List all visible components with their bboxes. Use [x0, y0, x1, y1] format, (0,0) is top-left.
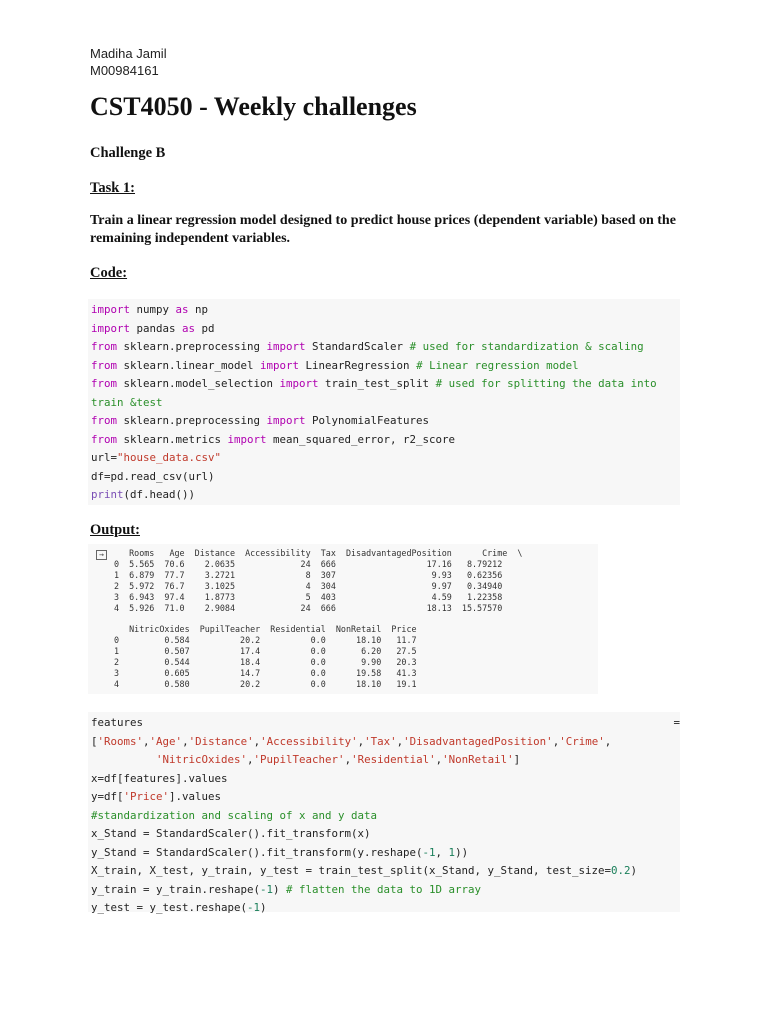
code-line — [91, 375, 680, 394]
code-text: ) — [273, 882, 287, 896]
code-line — [91, 449, 680, 468]
code-text: sklearn.preprocessing — [117, 340, 267, 353]
output-arrow-icon[interactable]: → — [96, 550, 107, 560]
code-string: 'Distance' — [188, 734, 254, 748]
code-line — [91, 412, 680, 431]
code-block-features — [88, 712, 680, 912]
code-line — [91, 357, 680, 376]
code-line — [91, 320, 680, 339]
keyword: from — [91, 358, 118, 372]
output-line: Rooms Age Distance Accessibility Tax DisadvantagedPosition Crime \ — [114, 548, 523, 558]
output-line: 0 0.584 20.2 0.0 18.10 11.7 — [114, 635, 417, 645]
code-text: LinearRegression — [299, 358, 417, 372]
challenge-heading: Challenge B — [90, 145, 166, 161]
code-text: url= — [91, 451, 118, 464]
code-number: -1 — [422, 845, 436, 859]
code-text: sklearn.preprocessing — [117, 414, 267, 427]
code-string: 'Accessibility' — [260, 734, 358, 748]
code-string: 'Age' — [149, 734, 183, 748]
code-text: )) — [455, 845, 469, 859]
code-text: x=df[features].values — [91, 771, 228, 785]
author-block — [90, 45, 167, 79]
code-line — [91, 862, 680, 881]
code-text: = — [673, 716, 680, 729]
code-line — [91, 714, 680, 733]
keyword: import — [227, 432, 267, 446]
code-number: -1 — [247, 901, 261, 914]
keyword: import — [260, 358, 300, 372]
output-heading: Output: — [90, 522, 140, 538]
code-text: sklearn.metrics — [117, 432, 228, 446]
code-line — [91, 807, 680, 826]
code-text: X_train, X_test, y_train, y_test = train_test_split(x_Stand, y_Stand, test_size= — [91, 864, 612, 877]
code-line — [91, 825, 680, 844]
code-text: numpy — [130, 303, 176, 316]
code-text: ].values — [169, 790, 222, 803]
student-id: M00984161 — [90, 63, 159, 78]
code-text: y_train = y_train.reshape( — [91, 882, 261, 896]
code-comment: # used for splitting the data into — [435, 377, 657, 390]
output-line: 1 0.507 17.4 0.0 6.20 27.5 — [114, 646, 417, 656]
code-string: 'Price' — [123, 790, 170, 803]
keyword: import — [91, 303, 131, 316]
output-line: 4 0.580 20.2 0.0 18.10 19.1 — [114, 679, 417, 689]
code-line — [91, 394, 680, 413]
code-text: ) — [630, 864, 638, 877]
code-text: mean_squared_error, r2_score — [266, 432, 456, 446]
code-number: 0.2 — [611, 864, 631, 877]
code-heading: Code: — [90, 265, 128, 281]
code-line — [91, 431, 680, 450]
code-string: 'Residential' — [351, 753, 436, 766]
code-text: StandardScaler — [305, 340, 410, 353]
keyword: from — [91, 414, 118, 427]
code-comment: # flatten the data to 1D array — [286, 882, 482, 896]
output-line: 1 6.879 77.7 3.2721 8 307 9.93 0.62356 — [114, 570, 503, 580]
code-text: ) — [260, 901, 267, 914]
code-text: train_test_split — [318, 377, 436, 390]
code-text: np — [188, 303, 209, 316]
code-text: sklearn.model_selection — [117, 377, 280, 390]
code-comment: # Linear regression model — [416, 358, 579, 372]
code-line — [91, 881, 680, 900]
code-string: 'Crime' — [559, 734, 605, 748]
code-text: pd — [195, 321, 215, 335]
code-text: features — [91, 716, 144, 729]
keyword: import — [266, 414, 306, 427]
code-text: y_Stand = StandardScaler().fit_transform(y.reshape( — [91, 845, 423, 859]
keyword: as — [182, 321, 196, 335]
task-description: Train a linear regression model designed to predict house prices (dependent variable) based on the remaining independent variables. — [90, 213, 676, 246]
code-string: 'NitricOxides' — [156, 753, 248, 766]
document-title: CST4050 - Weekly challenges — [90, 92, 417, 121]
keyword: from — [91, 377, 118, 390]
code-text: PolynomialFeatures — [305, 414, 430, 427]
keyword: import — [266, 340, 306, 353]
code-comment: # used for standardization & scaling — [409, 340, 644, 353]
task-heading: Task 1: — [90, 180, 136, 196]
code-line — [91, 468, 680, 487]
code-line — [91, 844, 680, 863]
author-name: Madiha Jamil — [90, 46, 167, 61]
code-line — [91, 486, 680, 505]
keyword: as — [175, 303, 189, 316]
output-line: NitricOxides PupilTeacher Residential NonRetail Price — [114, 624, 417, 634]
code-string: "house_data.csv" — [117, 451, 222, 464]
code-line: ['Rooms','Age','Distance','Accessibility','Tax','DisadvantagedPosition','Crime', — [91, 734, 612, 748]
output-line: 0 5.565 70.6 2.0635 24 666 17.16 8.79212 — [114, 559, 503, 569]
code-text: df=pd.read_csv(url) — [91, 469, 215, 483]
code-function: print — [91, 488, 124, 501]
code-text: , — [435, 845, 449, 859]
code-string: 'DisadvantagedPosition' — [403, 734, 553, 748]
output-cell — [88, 544, 598, 694]
code-string: 'Tax' — [364, 734, 397, 748]
keyword: import — [91, 321, 131, 335]
code-text: (df.head()) — [123, 488, 196, 501]
code-string: 'NonRetail' — [442, 753, 514, 766]
code-number: -1 — [260, 882, 274, 896]
output-line: 3 0.605 14.7 0.0 19.58 41.3 — [114, 668, 417, 678]
code-comment: train &test — [91, 395, 163, 409]
code-string: 'PupilTeacher' — [253, 753, 345, 766]
output-line: 2 0.544 18.4 0.0 9.90 20.3 — [114, 657, 417, 667]
code-text: [ — [91, 734, 98, 748]
code-block-imports — [88, 299, 680, 505]
code-text: pandas — [130, 321, 183, 335]
code-line — [91, 338, 680, 357]
code-text: sklearn.linear_model — [117, 358, 261, 372]
keyword: import — [279, 377, 319, 390]
output-line: 4 5.926 71.0 2.9084 24 666 18.13 15.57570 — [114, 603, 503, 613]
code-line — [91, 788, 680, 807]
code-line: 'NitricOxides','PupilTeacher','Residential','NonRetail'] — [156, 753, 521, 766]
code-text: y=df[ — [91, 790, 124, 803]
code-text: x_Stand = StandardScaler().fit_transform(x) — [91, 827, 371, 840]
code-line — [91, 899, 680, 918]
code-number: 1 — [448, 845, 456, 859]
code-line — [91, 301, 680, 320]
keyword: from — [91, 432, 118, 446]
keyword: from — [91, 340, 118, 353]
code-line — [91, 770, 680, 789]
output-line: 2 5.972 76.7 3.1025 4 304 9.97 0.34940 — [114, 581, 503, 591]
code-string: 'Rooms' — [97, 734, 144, 748]
code-comment: #standardization and scaling of x and y data — [91, 808, 378, 822]
code-text: y_test = y_test.reshape( — [91, 901, 248, 914]
output-line: 3 6.943 97.4 1.8773 5 403 4.59 1.22358 — [114, 592, 503, 602]
